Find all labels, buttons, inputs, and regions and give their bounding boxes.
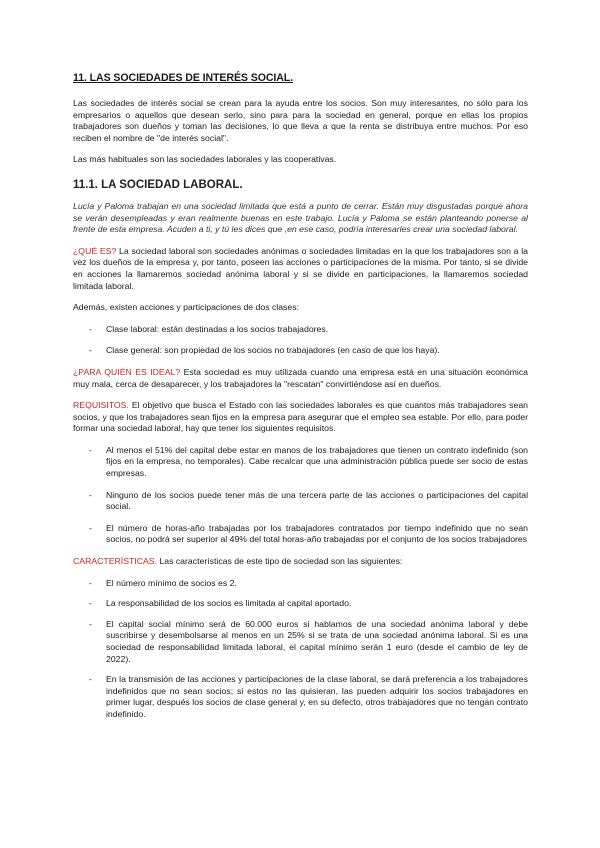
list-item	[73, 324, 528, 336]
clases-list	[73, 324, 528, 357]
caracteristicas-list	[73, 578, 528, 721]
list-item-text: Clase laboral: están destinadas a los socios trabajadores.	[106, 323, 329, 334]
requisitos-text: El objetivo que busca el Estado con las sociedades laborales es que cuantos más trabajadores sean socios, y que los trabajadores sean fijos en la empresa para asegurar que el empleo sea estable. Por ello, para poder formar una sociedad laboral, hay que tener los siguientes requisitos.	[73, 400, 528, 434]
list-item-text: El número de horas-año trabajadas por los trabajadores contratados por tiempo indefinido que no sean socios, no podrá ser superior al 49% del total horas-año trabajadas por el conjunto de los socios trabajadores	[106, 522, 528, 545]
intro-paragraph: Las sociedades de interés social se crean para la ayuda entre los socios. Son muy interesantes, no sólo para los empresarios o aquellos que desean serlo, sino para para la sociedad en general, porque en ellas los propios trabajadores son dueños y toman las decisiones, lo que lleva a que la renta se distribuya entre muchos. Por eso reciben el nombre de "de interés social".	[73, 98, 528, 143]
dash: -	[89, 489, 92, 500]
list-item-text: La responsabilidad de los socios es limitada al capital aportado.	[106, 598, 352, 609]
list-item	[73, 619, 528, 665]
list-item	[73, 598, 528, 610]
para-quien-label: ¿PARA QUIÉN ES IDEAL?	[73, 366, 181, 377]
dash: -	[89, 444, 92, 455]
dash: -	[89, 345, 92, 356]
requisitos-list	[73, 445, 528, 546]
case-paragraph: Lucía y Paloma trabajan en una sociedad limitada que está a punto de cerrar. Están muy disgustadas porque ahora se verán desempleadas y eran realmente buenas en este trabajo. Lucía y Paloma se están planteando ponerse al frente de esta empresa. Acuden a ti, y tú les dices que ,en ese caso, podría interesarles crear una sociedad laboral.	[73, 200, 528, 235]
list-item	[73, 345, 528, 357]
habituales-paragraph: Las más habituales son las sociedades laborales y las cooperativas.	[73, 154, 337, 165]
que-es-text: La sociedad laboral son sociedades anónimas o sociedades limitadas en la que los trabajadores son a la vez los dueños de la empresa y, por tanto, poseen las acciones o participaciones de la misma. Por tanto, si se divide en acciones la llamaremos sociedad anónima laboral y si se divide en participaciones, la llamaremos sociedad limitada laboral.	[73, 245, 528, 291]
caracteristicas-paragraph	[73, 556, 528, 568]
requisitos-paragraph	[73, 400, 528, 435]
para-quien-text: Esta sociedad es muy utilizada cuando una empresa está en una situación económica muy mala, cerca de desaparecer, y los trabajadores la "rescatan" convirtiéndose así en dueños.	[73, 366, 528, 389]
subsection-title: 11.1. LA SOCIEDAD LABORAL.	[73, 178, 243, 191]
list-item	[73, 523, 528, 546]
list-item	[73, 445, 528, 480]
dash: -	[89, 618, 92, 629]
list-item-text: El capital social mínimo será de 60.000 euros si hablamos de una sociedad anónima laboral y debe suscribirse y desembolsarse al menos en un 25% si se trata de una sociedad anónima laboral. Si es una sociedad de responsabilidad limitada laboral, el capital mínimo serán 1 euro (desde el cambio de ley de 2022).	[106, 618, 528, 664]
caracteristicas-label: CARACTERÍSTICAS.	[73, 556, 157, 567]
list-item-text: En la transmisión de las acciones y participaciones de la clase laboral, se dará preferencia a los trabajadores indefinidos que no sean socios; si estos no las quisieran, las pueden adquirir los socios trabajadores en primer lugar, después los socios de clase general y, en su defecto, otros trabajadores que no tengan contrato indefinido.	[106, 674, 528, 719]
list-item-text: El número mínimo de socios es 2.	[106, 577, 237, 588]
list-item-text: Ninguno de los socios puede tener más de una tercera parte de las acciones o participaciones del capital social.	[106, 489, 528, 512]
dash: -	[89, 674, 92, 685]
dash: -	[89, 522, 92, 533]
requisitos-label: REQUISITOS.	[73, 400, 129, 411]
caracteristicas-text: Las características de este tipo de sociedad son las siguientes:	[157, 556, 403, 567]
list-item	[73, 578, 528, 590]
list-item-text: Clase general: son propiedad de los socios no trabajadores (en caso de que los haya).	[106, 345, 440, 356]
que-es-label: ¿QUÉ ES?	[73, 245, 117, 256]
dash: -	[89, 598, 92, 609]
dash: -	[89, 323, 92, 334]
list-item-text: Al menos el 51% del capital debe estar en manos de los trabajadores que tienen un contrato indefinido (son fijos en la empresa, no temporales). Cabe recalcar que una administración pública puede ser socio de estas empresas.	[106, 444, 528, 479]
clases-intro: Además, existen acciones y participaciones de dos clases:	[73, 302, 299, 313]
para-quien-paragraph	[73, 367, 528, 390]
document-page	[73, 72, 528, 730]
section-title: 11. LAS SOCIEDADES DE INTERÉS SOCIAL.	[73, 72, 293, 84]
dash: -	[89, 577, 92, 588]
list-item	[73, 674, 528, 720]
que-es-paragraph	[73, 246, 528, 292]
list-item	[73, 490, 528, 513]
